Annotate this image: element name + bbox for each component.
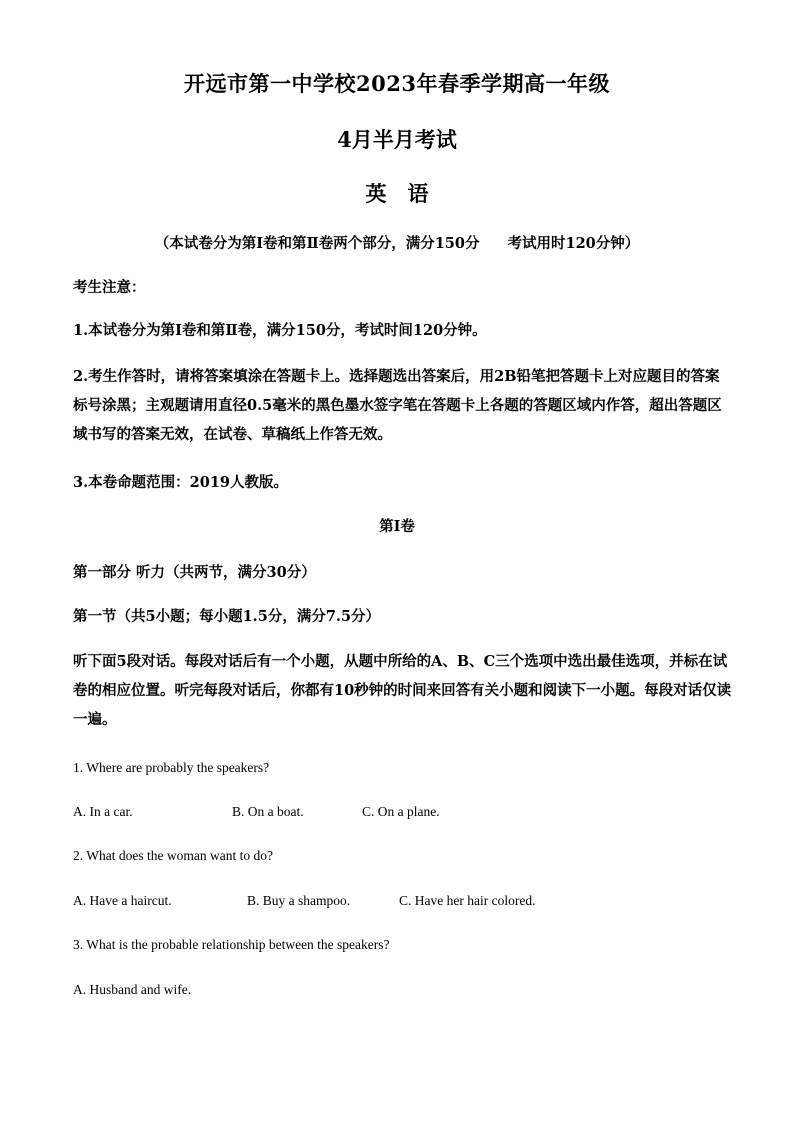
question-2-option-b: B. Buy a shampoo.	[247, 893, 351, 908]
exam-info-score: （本试卷分为第Ⅰ卷和第Ⅱ卷两个部分，满分150分	[154, 235, 480, 252]
exam-subtitle: 4月半月考试	[337, 127, 457, 152]
question-1-option-a: A. In a car.	[73, 804, 133, 819]
notice-heading: 考生注意：	[73, 279, 146, 296]
question-1-option-c: C. On a plane.	[362, 804, 440, 819]
volume-heading: 第Ⅰ卷	[379, 518, 415, 535]
question-2-option-a: A. Have a haircut.	[73, 893, 172, 908]
listening-instructions: 听下面5段对话。每段对话后有一个小题，从题中所给的A、B、C三个选项中选出最佳选项，并标在试卷的相应位置。听完每段对话后，你都有10秒钟的时间来回答有关小题和阅读下一小题。每段对话仅读一遍。	[73, 653, 732, 728]
exam-title: 开远市第一中学校2023年春季学期高一年级	[184, 71, 610, 96]
exam-info-time: 考试用时120分钟）	[507, 235, 640, 252]
question-2-stem: 2. What does the woman want to do?	[73, 848, 273, 863]
notice-item-3: 3.本卷命题范围：2019人教版。	[73, 474, 288, 491]
subject-title: 英 语	[365, 181, 429, 206]
notice-item-1: 1.本试卷分为第Ⅰ卷和第Ⅱ卷，满分150分，考试时间120分钟。	[73, 322, 487, 339]
question-3-stem: 3. What is the probable relationship between the speakers?	[73, 937, 390, 952]
question-2-option-c: C. Have her hair colored.	[399, 893, 536, 908]
question-1-option-b: B. On a boat.	[232, 804, 304, 819]
part-heading: 第一部分 听力（共两节，满分30分）	[73, 564, 316, 581]
notice-item-2: 2.考生作答时，请将答案填涂在答题卡上。选择题选出答案后，用2B铅笔把答题卡上对应题目的答案标号涂黑；主观题请用直径0.5毫米的黑色墨水签字笔在答题卡上各题的答题区域内作答，超出答题区域书写的答案无效，在试卷、草稿纸上作答无效。	[73, 368, 722, 443]
question-3-option-a: A. Husband and wife.	[73, 982, 192, 997]
section-heading: 第一节（共5小题；每小题1.5分，满分7.5分）	[73, 608, 381, 625]
exam-info	[0, 232, 794, 253]
question-1-stem: 1. Where are probably the speakers?	[73, 760, 270, 775]
